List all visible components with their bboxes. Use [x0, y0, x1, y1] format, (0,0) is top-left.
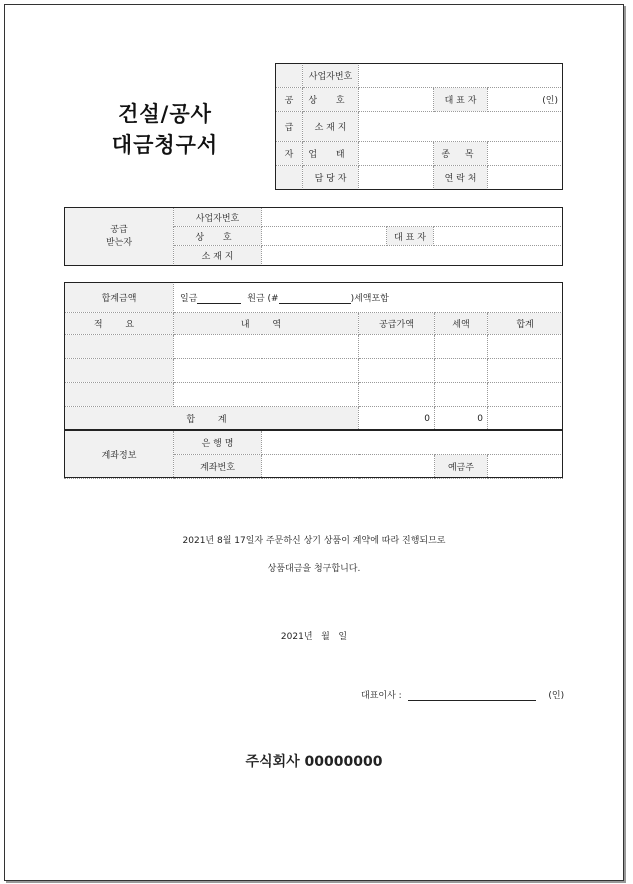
supplier-side-spacer-bottom: [276, 166, 303, 190]
supplier-manager-field[interactable]: [359, 166, 434, 190]
supplier-name-label: 상 호: [303, 88, 359, 112]
account-holder-label: 예금주: [435, 455, 488, 479]
supplier-item-label: 종 목: [434, 142, 488, 166]
supplier-side-char-1: 공: [276, 88, 303, 112]
amount-number-blank[interactable]: [279, 294, 351, 304]
supplier-address-label: 소 재 지: [303, 112, 359, 142]
col-content-header: 내 역: [174, 313, 359, 335]
total-amount-label: 합계금액: [65, 283, 174, 313]
invoice-date: 2021년 월 일: [280, 632, 348, 642]
col-summary-header: 적 요: [65, 313, 174, 335]
supplier-reg-no-field[interactable]: [359, 64, 563, 88]
company-name: 주식회사 00000000: [245, 754, 383, 770]
row-supply-cell[interactable]: [359, 359, 435, 383]
amount-text-3: )세액포함: [350, 294, 389, 304]
recipient-address-label: 소 재 지: [174, 246, 262, 266]
recipient-address-field[interactable]: [262, 246, 563, 266]
recipient-reg-no-label: 사업자번호: [174, 208, 262, 227]
row-summary-cell[interactable]: [65, 383, 174, 407]
account-label: 계좌정보: [65, 431, 174, 479]
row-tax-cell[interactable]: [435, 335, 488, 359]
supplier-business-type-field[interactable]: [359, 142, 434, 166]
signature-label: 대표이사 :: [361, 691, 402, 701]
recipient-reg-no-field[interactable]: [262, 208, 563, 227]
supplier-manager-label: 담 당 자: [303, 166, 359, 190]
recipient-name-field[interactable]: [262, 227, 387, 246]
supplier-contact-field[interactable]: [488, 166, 563, 190]
sum-total-value: [488, 407, 563, 431]
invoice-page: [4, 4, 624, 881]
amount-text-2: 원금 (#: [247, 294, 279, 304]
bank-name-label: 은 행 명: [174, 431, 262, 455]
sum-supply-value: 0: [359, 407, 435, 431]
signature-seal: (인): [548, 691, 565, 701]
row-total-cell[interactable]: [488, 335, 563, 359]
signature-line: [361, 688, 564, 701]
row-summary-cell[interactable]: [65, 335, 174, 359]
supplier-address-field[interactable]: [359, 112, 563, 142]
recipient-ceo-label: 대 표 자: [387, 227, 434, 246]
supplier-item-field[interactable]: [488, 142, 563, 166]
row-content-cell[interactable]: [174, 359, 359, 383]
document-title-line2: 대금청구서: [111, 133, 219, 157]
account-no-label: 계좌번호: [174, 455, 262, 479]
supplier-side-char-2: 급: [276, 112, 303, 142]
row-tax-cell[interactable]: [435, 383, 488, 407]
table-row: [65, 383, 563, 407]
amount-korean-blank[interactable]: [197, 294, 241, 304]
signature-blank[interactable]: [408, 691, 536, 701]
recipient-name-label: 상 호: [174, 227, 262, 246]
sum-tax-value: 0: [435, 407, 488, 431]
supplier-table: [275, 63, 563, 190]
table-row: [65, 359, 563, 383]
supplier-side-spacer: [276, 64, 303, 88]
items-table: [64, 282, 563, 479]
account-holder-field[interactable]: [488, 455, 563, 479]
row-content-cell[interactable]: [174, 335, 359, 359]
body-line-2: 상품대금을 청구합니다.: [267, 564, 361, 574]
row-content-cell[interactable]: [174, 383, 359, 407]
col-total-header: 합계: [488, 313, 563, 335]
recipient-side-label: [65, 208, 174, 266]
supplier-ceo-field[interactable]: [488, 88, 563, 112]
recipient-side-label-1: 공급: [110, 224, 128, 235]
supplier-ceo-label: 대 표 자: [434, 88, 488, 112]
supplier-seal: (인): [542, 96, 559, 106]
supplier-business-type-label: 업 태: [303, 142, 359, 166]
row-supply-cell[interactable]: [359, 335, 435, 359]
row-supply-cell[interactable]: [359, 383, 435, 407]
table-row: [65, 335, 563, 359]
row-summary-cell[interactable]: [65, 359, 174, 383]
col-supply-header: 공급가액: [359, 313, 435, 335]
row-tax-cell[interactable]: [435, 359, 488, 383]
bank-name-field[interactable]: [262, 431, 563, 455]
supplier-reg-no-label: 사업자번호: [303, 64, 359, 88]
document-title-line1: 건설/공사: [118, 102, 212, 126]
recipient-table: [64, 207, 563, 266]
row-total-cell[interactable]: [488, 383, 563, 407]
col-tax-header: 세액: [435, 313, 488, 335]
row-total-cell[interactable]: [488, 359, 563, 383]
supplier-name-field[interactable]: [359, 88, 434, 112]
body-line-1: 2021년 8월 17일자 주문하신 상기 상품이 계약에 따라 진행되므로: [182, 536, 446, 546]
supplier-side-char-3: 자: [276, 142, 303, 166]
supplier-contact-label: 연 락 처: [434, 166, 488, 190]
recipient-side-label-2: 받는자: [105, 237, 133, 248]
total-amount-field[interactable]: [174, 283, 563, 313]
account-no-field[interactable]: [262, 455, 435, 479]
recipient-ceo-field[interactable]: [434, 227, 563, 246]
sum-label: 합 계: [65, 407, 359, 431]
amount-text-1: 일금: [180, 294, 198, 304]
